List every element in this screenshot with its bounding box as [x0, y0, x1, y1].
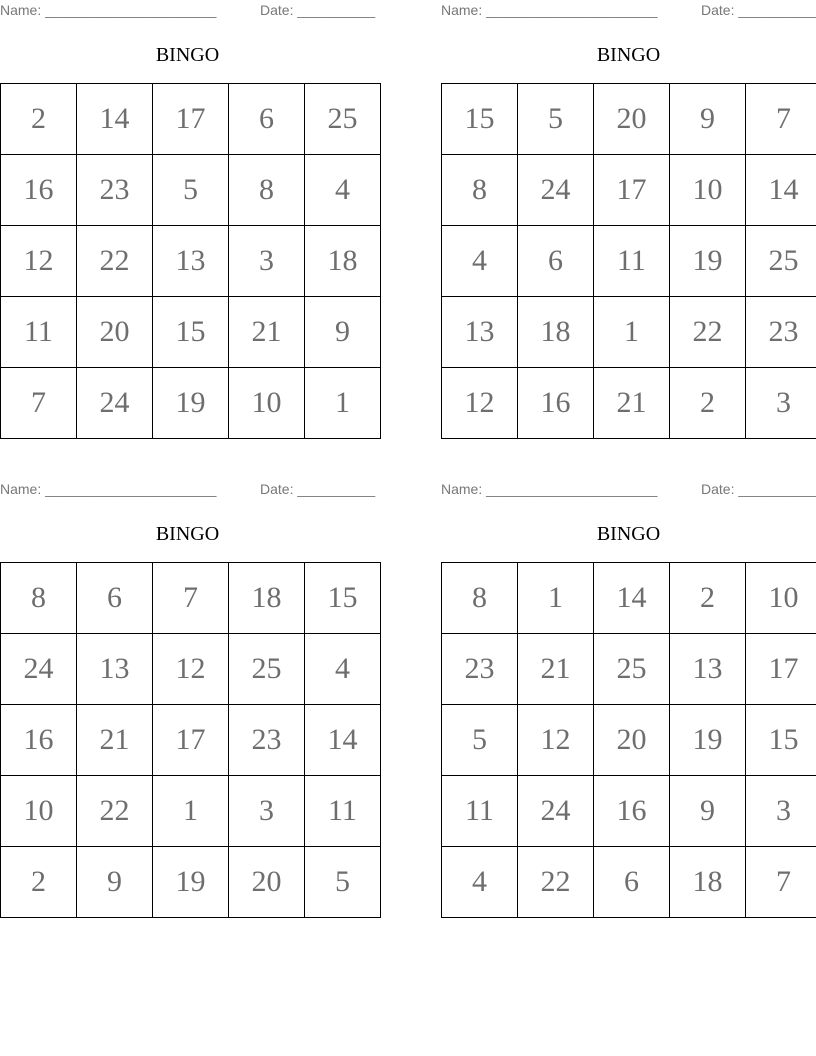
bingo-cell[interactable]: 10 — [229, 368, 305, 439]
bingo-cell[interactable]: 19 — [670, 705, 746, 776]
bingo-cell[interactable]: 17 — [594, 155, 670, 226]
bingo-cell[interactable]: 19 — [670, 226, 746, 297]
grid-row — [442, 776, 816, 847]
grid-row — [1, 297, 381, 368]
date-field[interactable]: Date: __________ — [701, 2, 816, 18]
bingo-cell[interactable]: 20 — [594, 705, 670, 776]
grid-row — [442, 155, 816, 226]
bingo-cell[interactable]: 6 — [229, 84, 305, 155]
bingo-cell[interactable]: 24 — [1, 634, 77, 705]
bingo-cell[interactable]: 19 — [153, 368, 229, 439]
grid-row — [1, 226, 381, 297]
grid-row — [1, 634, 381, 705]
bingo-cell[interactable]: 6 — [518, 226, 594, 297]
bingo-grid — [0, 83, 381, 439]
bingo-card — [0, 479, 375, 913]
card-header — [0, 0, 375, 20]
card-header — [441, 0, 816, 20]
bingo-cell[interactable]: 24 — [77, 368, 153, 439]
bingo-cell[interactable]: 25 — [305, 84, 381, 155]
bingo-cell[interactable]: 4 — [442, 226, 518, 297]
bingo-cell[interactable]: 18 — [305, 226, 381, 297]
grid-row — [1, 705, 381, 776]
bingo-cell[interactable]: 7 — [746, 847, 816, 918]
bingo-cell[interactable]: 5 — [153, 155, 229, 226]
bingo-cell[interactable]: 7 — [1, 368, 77, 439]
bingo-cell[interactable]: 10 — [670, 155, 746, 226]
bingo-cell[interactable]: 24 — [518, 776, 594, 847]
bingo-cell[interactable]: 7 — [746, 84, 816, 155]
bingo-cell[interactable]: 8 — [229, 155, 305, 226]
bingo-cell[interactable]: 4 — [305, 155, 381, 226]
bingo-cell[interactable]: 5 — [305, 847, 381, 918]
grid-row — [442, 847, 816, 918]
bingo-card — [0, 0, 375, 434]
grid-row — [1, 563, 381, 634]
bingo-cell[interactable]: 10 — [1, 776, 77, 847]
bingo-cell[interactable]: 20 — [77, 297, 153, 368]
bingo-cell[interactable]: 14 — [746, 155, 816, 226]
bingo-cell[interactable]: 25 — [229, 634, 305, 705]
bingo-cell[interactable]: 25 — [594, 634, 670, 705]
bingo-cell[interactable]: 9 — [670, 776, 746, 847]
bingo-cell[interactable]: 23 — [77, 155, 153, 226]
bingo-cell[interactable]: 9 — [670, 84, 746, 155]
bingo-card — [441, 479, 816, 913]
bingo-cell[interactable]: 13 — [442, 297, 518, 368]
grid-row — [1, 368, 381, 439]
bingo-cell[interactable]: 22 — [518, 847, 594, 918]
grid-row — [1, 155, 381, 226]
bingo-cell[interactable]: 22 — [670, 297, 746, 368]
card-title: BINGO — [596, 44, 661, 66]
bingo-cell[interactable]: 23 — [746, 297, 816, 368]
bingo-cell[interactable]: 25 — [746, 226, 816, 297]
card-header — [0, 479, 375, 499]
bingo-cell[interactable]: 20 — [594, 84, 670, 155]
bingo-card — [441, 0, 816, 434]
card-title: BINGO — [155, 523, 220, 545]
name-field[interactable]: Name: ______________________ — [0, 481, 217, 497]
bingo-cell[interactable]: 9 — [77, 847, 153, 918]
bingo-cell[interactable]: 23 — [442, 634, 518, 705]
bingo-cell[interactable]: 14 — [594, 563, 670, 634]
bingo-cell[interactable]: 6 — [594, 847, 670, 918]
bingo-cell[interactable]: 16 — [594, 776, 670, 847]
bingo-cell[interactable]: 6 — [77, 563, 153, 634]
bingo-cell[interactable]: 22 — [77, 776, 153, 847]
card-title: BINGO — [155, 44, 220, 66]
bingo-cell[interactable]: 4 — [305, 634, 381, 705]
bingo-cell[interactable]: 21 — [229, 297, 305, 368]
bingo-cell[interactable]: 2 — [1, 847, 77, 918]
grid-row — [442, 563, 816, 634]
bingo-cell[interactable]: 1 — [305, 368, 381, 439]
grid-row — [1, 84, 381, 155]
bingo-cell[interactable]: 8 — [1, 563, 77, 634]
bingo-cell[interactable]: 16 — [1, 705, 77, 776]
bingo-cell[interactable]: 17 — [153, 705, 229, 776]
bingo-cell[interactable]: 21 — [594, 368, 670, 439]
bingo-cell[interactable]: 3 — [746, 368, 816, 439]
bingo-cell[interactable]: 5 — [518, 84, 594, 155]
bingo-cell[interactable]: 15 — [442, 84, 518, 155]
date-field[interactable]: Date: __________ — [260, 2, 376, 18]
bingo-cell[interactable]: 12 — [442, 368, 518, 439]
bingo-cell[interactable]: 19 — [153, 847, 229, 918]
bingo-cell[interactable]: 2 — [670, 368, 746, 439]
grid-row — [442, 297, 816, 368]
grid-row — [1, 776, 381, 847]
name-field[interactable]: Name: ______________________ — [0, 2, 217, 18]
bingo-cell[interactable]: 21 — [518, 634, 594, 705]
grid-row — [442, 634, 816, 705]
bingo-cell[interactable]: 5 — [442, 705, 518, 776]
bingo-cell[interactable]: 21 — [77, 705, 153, 776]
bingo-cell[interactable]: 18 — [229, 563, 305, 634]
bingo-cell[interactable]: 3 — [229, 776, 305, 847]
grid-row — [442, 705, 816, 776]
card-title: BINGO — [596, 523, 661, 545]
bingo-cell[interactable]: 11 — [442, 776, 518, 847]
bingo-cell[interactable]: 13 — [153, 226, 229, 297]
bingo-cell[interactable]: 11 — [594, 226, 670, 297]
bingo-cell[interactable]: 2 — [670, 563, 746, 634]
bingo-cell[interactable]: 14 — [77, 84, 153, 155]
bingo-cell[interactable]: 15 — [153, 297, 229, 368]
bingo-cell[interactable]: 8 — [442, 563, 518, 634]
bingo-grid — [441, 83, 816, 439]
bingo-cell[interactable]: 20 — [229, 847, 305, 918]
bingo-cell[interactable]: 16 — [518, 368, 594, 439]
bingo-cell[interactable]: 17 — [746, 634, 816, 705]
bingo-cell[interactable]: 15 — [305, 563, 381, 634]
bingo-cell[interactable]: 18 — [670, 847, 746, 918]
name-field[interactable]: Name: ______________________ — [441, 2, 658, 18]
bingo-cell[interactable]: 2 — [1, 84, 77, 155]
bingo-cell[interactable]: 11 — [1, 297, 77, 368]
bingo-cell[interactable]: 3 — [746, 776, 816, 847]
bingo-cell[interactable]: 11 — [305, 776, 381, 847]
date-field[interactable]: Date: __________ — [260, 481, 376, 497]
bingo-cell[interactable]: 16 — [1, 155, 77, 226]
bingo-cell[interactable]: 7 — [153, 563, 229, 634]
grid-row — [442, 368, 816, 439]
bingo-cell[interactable]: 18 — [518, 297, 594, 368]
bingo-grid — [0, 562, 381, 918]
date-field[interactable]: Date: __________ — [701, 481, 816, 497]
bingo-cell[interactable]: 3 — [229, 226, 305, 297]
bingo-cell[interactable]: 14 — [305, 705, 381, 776]
bingo-cell[interactable]: 10 — [746, 563, 816, 634]
grid-row — [442, 84, 816, 155]
grid-row — [442, 226, 816, 297]
bingo-cell[interactable]: 1 — [594, 297, 670, 368]
bingo-cell[interactable]: 22 — [77, 226, 153, 297]
name-field[interactable]: Name: ______________________ — [441, 481, 658, 497]
bingo-cell[interactable]: 13 — [670, 634, 746, 705]
bingo-cell[interactable]: 1 — [153, 776, 229, 847]
bingo-cell[interactable]: 15 — [746, 705, 816, 776]
bingo-cell[interactable]: 13 — [77, 634, 153, 705]
bingo-cell[interactable]: 1 — [518, 563, 594, 634]
bingo-cell[interactable]: 12 — [518, 705, 594, 776]
bingo-cell[interactable]: 9 — [305, 297, 381, 368]
grid-row — [1, 847, 381, 918]
card-header — [441, 479, 816, 499]
bingo-cell[interactable]: 23 — [229, 705, 305, 776]
bingo-grid — [441, 562, 816, 918]
bingo-cell[interactable]: 12 — [153, 634, 229, 705]
bingo-cell[interactable]: 8 — [442, 155, 518, 226]
bingo-cell[interactable]: 24 — [518, 155, 594, 226]
bingo-cell[interactable]: 4 — [442, 847, 518, 918]
bingo-cell[interactable]: 17 — [153, 84, 229, 155]
bingo-cell[interactable]: 12 — [1, 226, 77, 297]
